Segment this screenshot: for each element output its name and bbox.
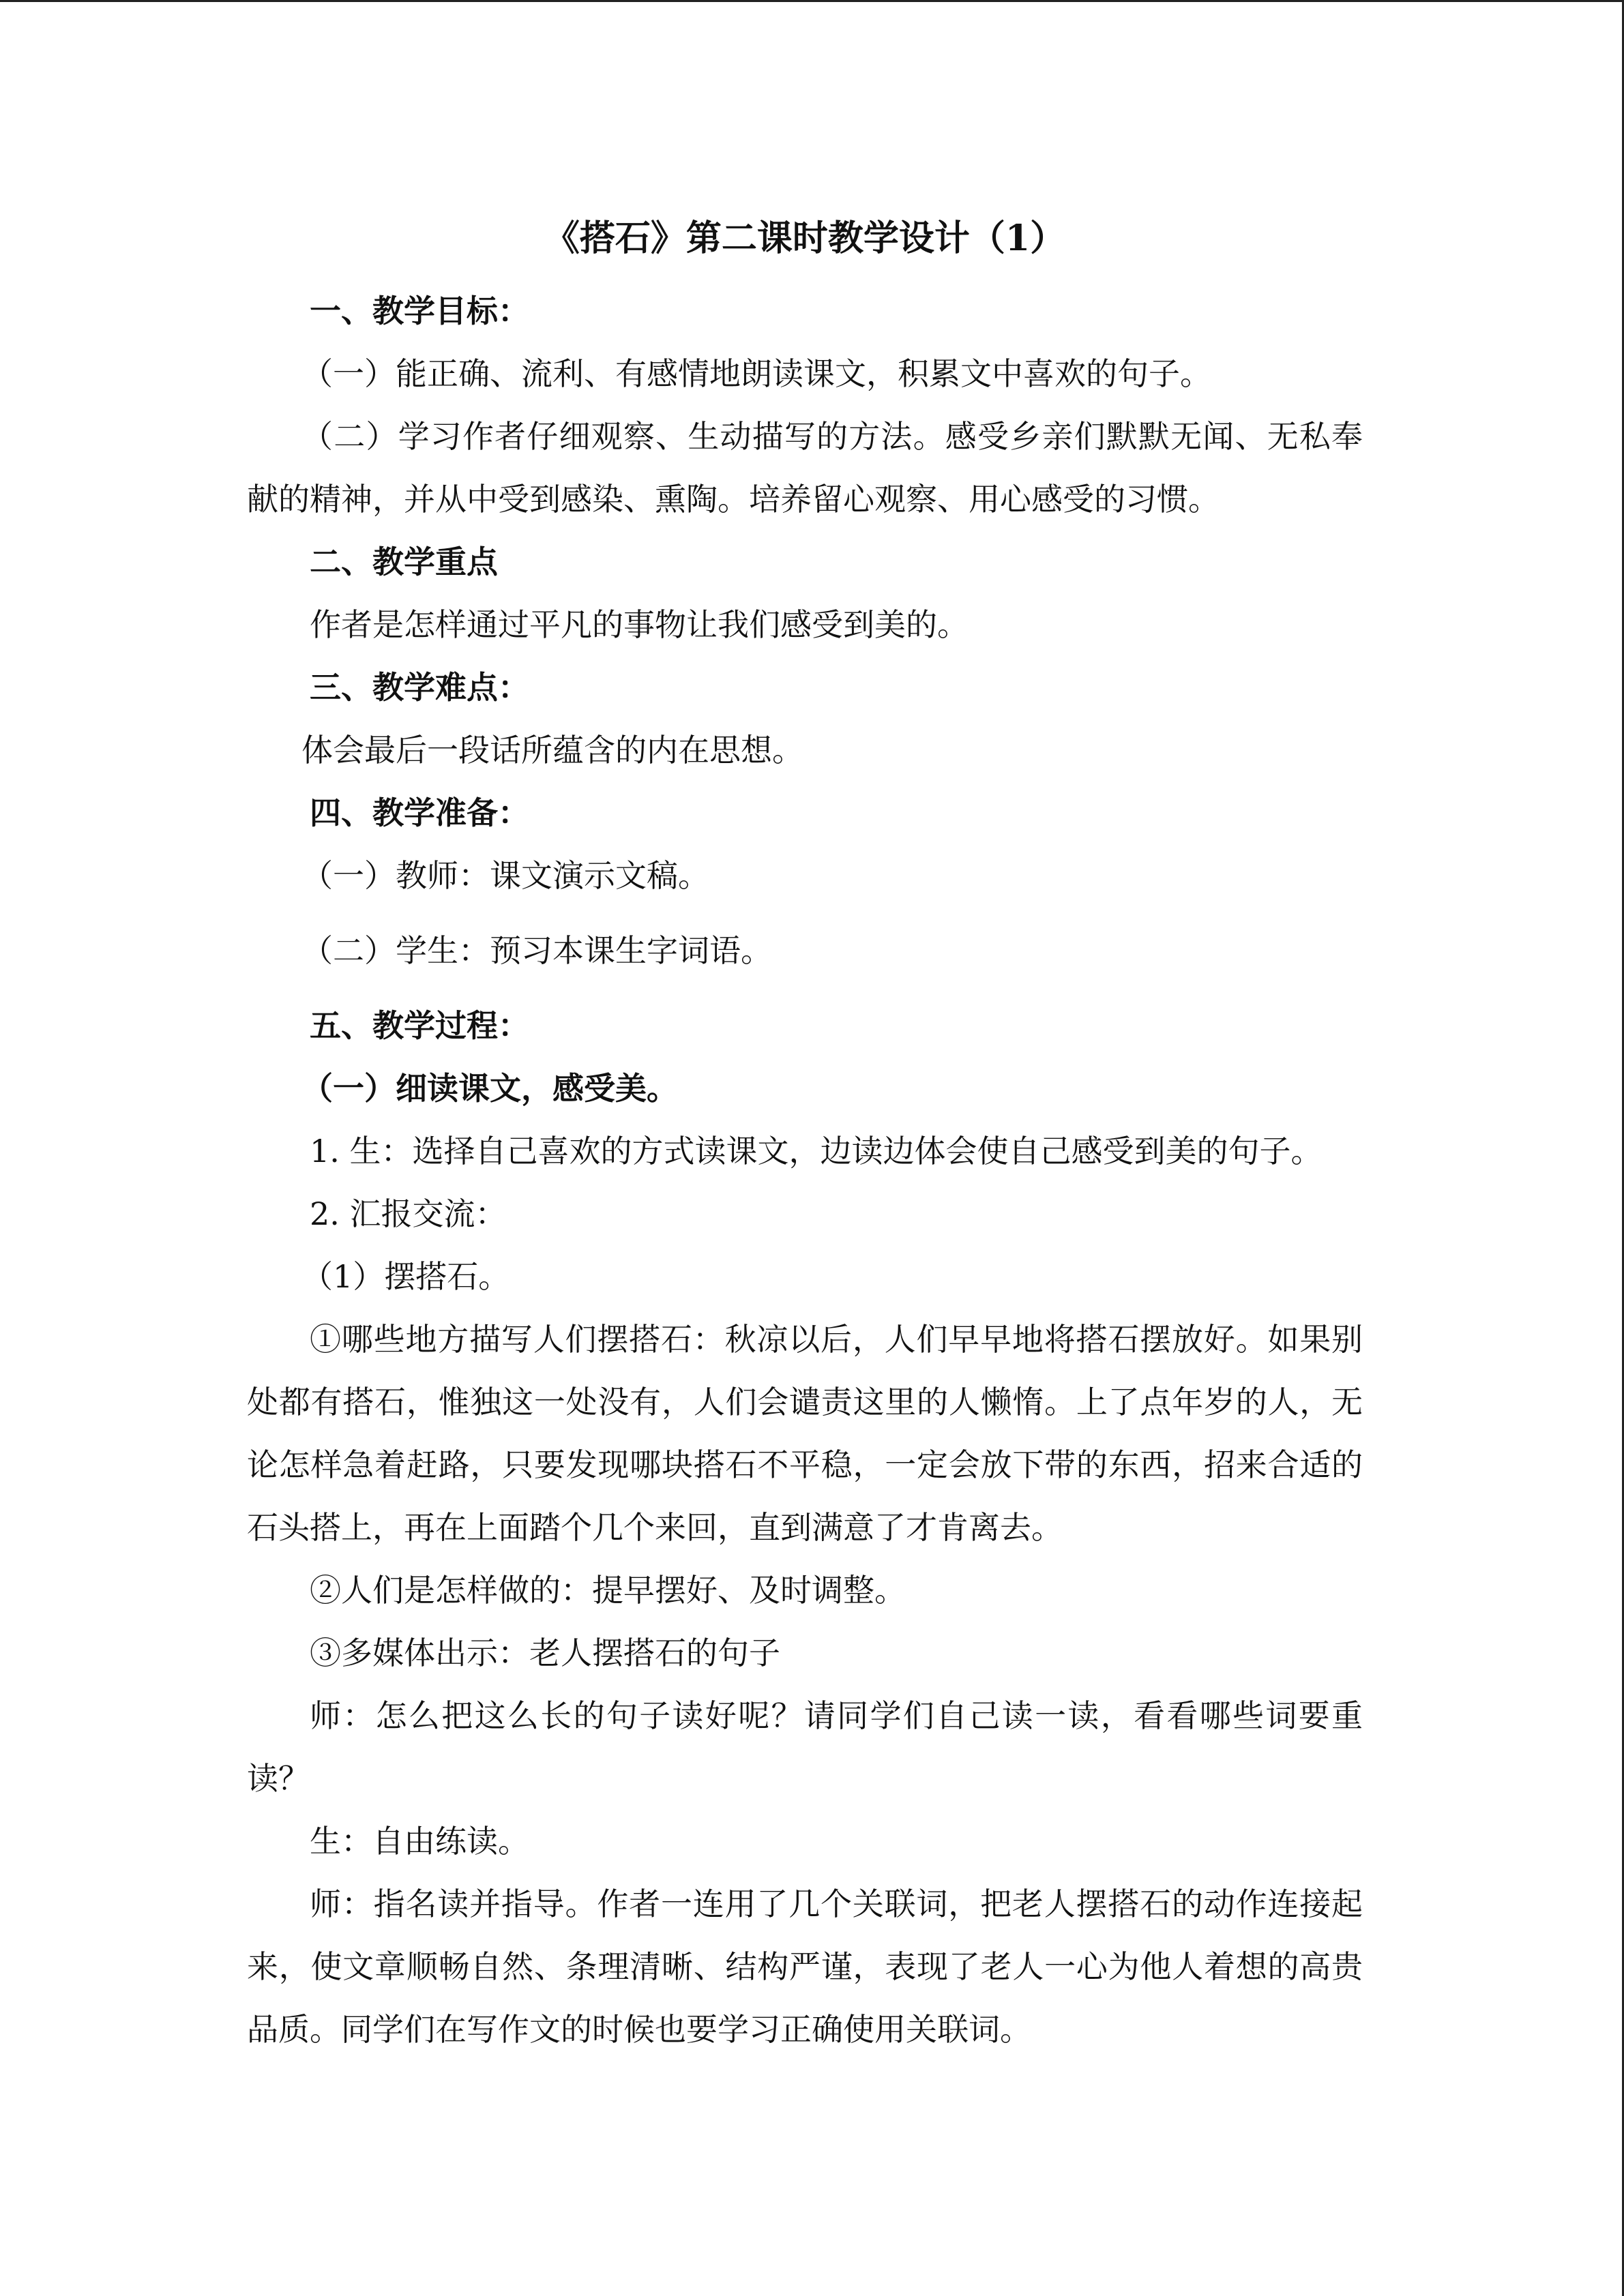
process-item-2: 2. 汇报交流： xyxy=(310,1195,507,1232)
document-title: 《搭石》第二课时教学设计（1） xyxy=(544,218,1066,259)
heading-process: 五、教学过程： xyxy=(310,1007,529,1044)
process-point-3: ③多媒体出示：老人摆搭石的句子 xyxy=(310,1635,780,1671)
process-sub-1: （1）摆搭石。 xyxy=(301,1258,510,1295)
page-border-top xyxy=(0,0,1624,2)
heading-teaching-goals: 一、教学目标： xyxy=(310,293,529,329)
preparation-teacher: （一）教师：课文演示文稿。 xyxy=(301,857,709,894)
difficulty-text: 体会最后一段话所蕴含的内在思想。 xyxy=(301,732,803,769)
heading-key-points: 二、教学重点 xyxy=(310,543,498,580)
process-step-1-title: （一）细读课文，感受美。 xyxy=(301,1070,678,1107)
heading-difficulties: 三、教学难点： xyxy=(310,669,529,706)
goal-2: （二）学习作者仔细观察、生动描写的方法。感受乡亲们默默无闻、无私奉献的精神，并从中受到感染、熏陶。培养留心观察、用心感受的习惯。 xyxy=(247,418,1363,518)
process-point-1: ①哪些地方描写人们摆搭石：秋凉以后，人们早早地将搭石摆放好。如果别处都有搭石，惟独这一处没有，人们会谴责这里的人懒惰。上了点年岁的人，无论怎样急着赶路，只要发现哪块搭石不平稳，一定会放下带的东西，招来合适的石头搭上，再在上面踏个几个来回，直到满意了才肯离去。 xyxy=(247,1321,1363,1546)
goal-1: （一）能正确、流利、有感情地朗读课文，积累文中喜欢的句子。 xyxy=(301,355,1211,392)
preparation-student: （二）学生：预习本课生字词语。 xyxy=(301,932,772,969)
teacher-line-1: 师：怎么把这么长的句子读好呢？请同学们自己读一读，看看哪些词要重读？ xyxy=(247,1697,1363,1797)
process-item-1: 1. 生：选择自己喜欢的方式读课文，边读边体会使自己感受到美的句子。 xyxy=(310,1133,1323,1169)
teacher-line-2: 师：指名读并指导。作者一连用了几个关联词，把老人摆搭石的动作连接起来，使文章顺畅自然、条理清晰、结构严谨，表现了老人一心为他人着想的高贵品质。同学们在写作文的时候也要学习正确使用关联词。 xyxy=(247,1885,1363,2048)
student-line-1: 生：自由练读。 xyxy=(310,1823,529,1860)
process-point-2: ②人们是怎样做的：提早摆好、及时调整。 xyxy=(310,1572,906,1609)
key-point-text: 作者是怎样通过平凡的事物让我们感受到美的。 xyxy=(310,606,969,643)
document-page xyxy=(247,211,1363,2061)
heading-preparation: 四、教学准备： xyxy=(310,794,529,831)
